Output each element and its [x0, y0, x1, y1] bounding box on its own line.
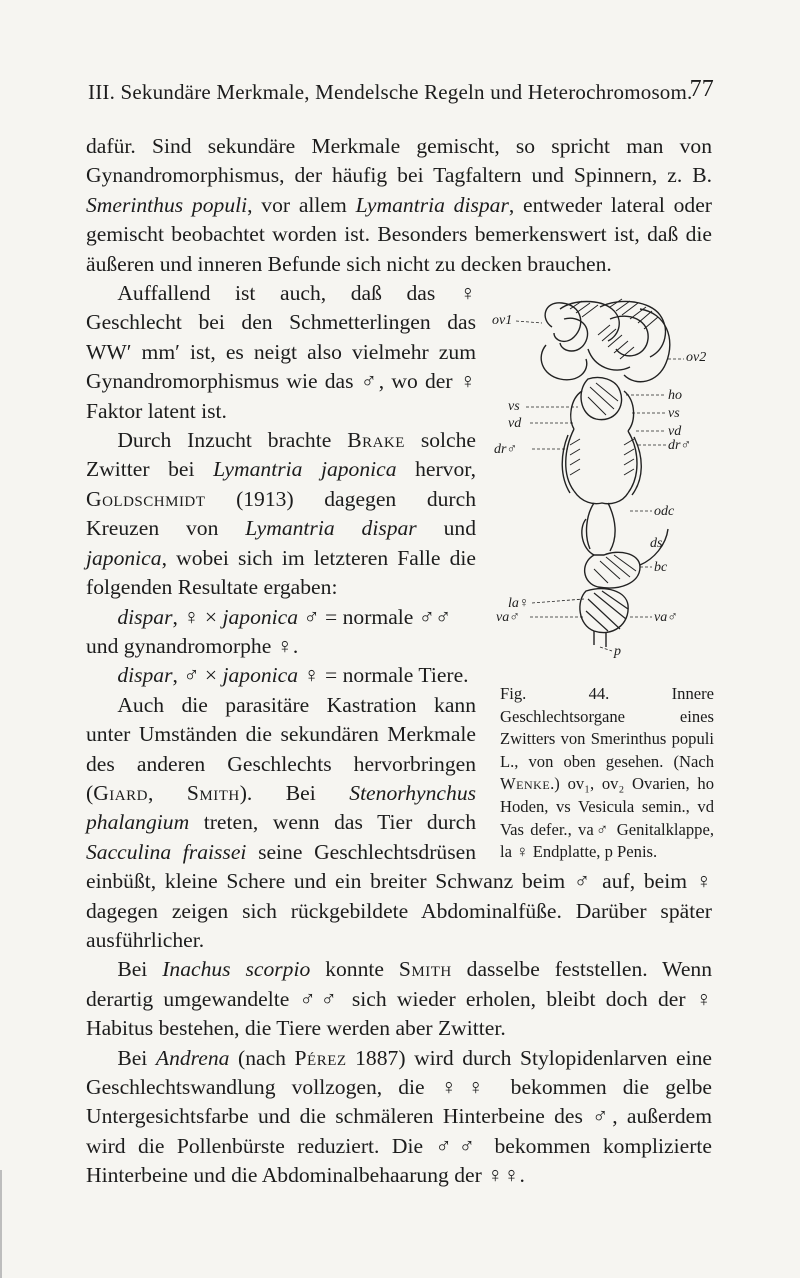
text-run: solche Zwitter bei [86, 428, 476, 482]
running-header [88, 76, 714, 105]
text-run: treten, wenn das Tier durch [189, 810, 476, 835]
text-run: , vor allem [247, 192, 356, 217]
author-name: Goldschmidt [86, 486, 206, 511]
hatching [570, 439, 634, 475]
terminal-plate [580, 589, 628, 633]
text-run: , entweder lateral oder gemischt beobachtet worden ist. Besonders bemerkenswert ist, daß die äußeren und inneren Befunde sich nicht zu decken brauchen. [86, 192, 712, 276]
caption-author: Wenke [500, 774, 551, 794]
label-dr-left: dr♂ [494, 442, 517, 458]
figure-44 [490, 279, 718, 862]
text-run: ♂ = normale ♂♂ [298, 604, 452, 629]
text-run: Auch die parasitäre Kastration kann unter Umständen die sekundären Merkmale des anderen Geschlechts hervorbringen ( [86, 692, 476, 805]
text-run: (1913) dagegen durch Kreuzen von [86, 486, 476, 541]
text-run: Bei [117, 1045, 156, 1070]
caption-text: .) ov₁, ov₂ Ovarien, ho Hoden, vs Vesicula semin., vd Vas defer., va♂ Genitalklappe, la ♀ Endplatte, p Penis. [500, 774, 714, 862]
text-run: (nach [229, 1045, 295, 1070]
text-run: 1887) wird durch Stylopidenlarven eine Geschlechtswandlung vollzogen, die ♀♀ bekommen die gelbe Untergesichtsfarbe und die schmäleren Hinterbeine des ♂, außerdem wird die Pollenbürste reduziert. Die ♂♂ bekommen komplizierte Hinterbeine und die Abdominalbehaarung der ♀♀. [86, 1045, 712, 1188]
text-run: hervor, [396, 457, 476, 482]
label-va-right: va♂ [654, 610, 678, 626]
label-vs-right: vs [668, 406, 680, 422]
author-name: Smith [398, 957, 452, 982]
hatching [588, 383, 618, 415]
text-run: Bei [117, 957, 163, 982]
ovary-left-coil [541, 345, 587, 380]
author-name: Brake [347, 428, 405, 453]
label-bc: bc [654, 560, 668, 576]
bursa [585, 552, 640, 588]
page-number: 77 [689, 76, 714, 102]
author-name: Giard [93, 780, 148, 805]
label-va-left: va♂ [496, 610, 520, 626]
species-name: dispar [117, 663, 173, 688]
leader-ov1 [516, 321, 542, 323]
vesicula-right [624, 391, 634, 431]
label-p: p [614, 644, 621, 660]
label-dr-right: dr♂ [668, 438, 691, 454]
paragraph-6 [86, 1044, 712, 1191]
paragraph-2: Auffallend ist auch, daß das ♀ Geschlecht bei den Schmetterlingen das WW′ mm′ ist, es neigt also vielmehr zum Gynandromorphismus wie das ♂, wo der ♀ Faktor latent ist. [86, 281, 476, 423]
leader-terminal [530, 599, 652, 651]
body-text [86, 132, 712, 1191]
text-run: konnte [310, 957, 399, 982]
scan-edge [0, 1170, 2, 1278]
leader-vs [526, 407, 666, 413]
reproductive-organs-drawing [490, 279, 718, 679]
label-odc: odc [654, 504, 675, 520]
ovary-right-coil [610, 316, 648, 356]
ovary-right-coil [588, 349, 630, 370]
text-run: seine Geschlechtsdrüsen einbüßt, kleine Schere und ein breiter Schwanz beim ♂ auf, beim ♀ dagegen zeigen sich rückgebildete Abdominalfüße. Darüber später ausführlicher. [86, 839, 712, 952]
species-name: Lymantria japonica [213, 457, 397, 482]
label-ov2: ov2 [686, 350, 707, 366]
text-run: ♀ = normale Tiere. [298, 663, 469, 688]
glands [562, 435, 641, 495]
species-name: japonica [86, 545, 162, 570]
ovary-left-coil [560, 318, 588, 351]
cross-formula-1-continued: und gynandromorphe ♀. [86, 633, 299, 658]
caption-text: Fig. 44. Innere Geschlechtsorgane eines Zwitters von Smerinthus populi L., von oben gesehen. (Nach [500, 684, 714, 771]
label-vd-left: vd [508, 416, 522, 432]
species-name: Sacculina fraissei [86, 839, 247, 864]
author-name: Pérez [294, 1045, 347, 1070]
species-name: Stenorhynchus phalangium [86, 780, 477, 835]
text-run: , [147, 780, 187, 805]
species-name: Smerinthus populi [86, 192, 248, 217]
hatching [598, 325, 634, 359]
figure-caption [500, 683, 714, 864]
text-run: ). Bei [239, 780, 350, 805]
leader-dr [532, 445, 666, 449]
penis [594, 631, 606, 647]
leader-vd [530, 423, 666, 431]
text-run: , ♂ × [172, 663, 223, 688]
ovary-left-coil [545, 303, 581, 342]
text-run: dafür. Sind sekundäre Merkmale gemischt, so spricht man von Gynandromorphismus, der häufig bei Tagfaltern und Spinnern, z. B. [86, 134, 712, 188]
species-name: dispar [117, 604, 173, 629]
species-name: Lymantria dispar [355, 192, 509, 217]
paragraph-5 [86, 955, 712, 1043]
species-name: japonica [222, 663, 299, 688]
text-run: und [416, 516, 476, 541]
label-ov1: ov1 [492, 313, 513, 329]
label-vs-left: vs [508, 399, 520, 415]
text-run: Durch Inzucht brachte [117, 428, 348, 453]
duct-loop [582, 519, 594, 555]
species-name: japonica [222, 604, 299, 629]
label-ho: ho [668, 388, 682, 404]
label-la: la♀ [508, 596, 530, 612]
text-run: dasselbe feststellen. Wenn derartig umgewandelte ♂♂ sich wieder erholen, bleibt doch der ♀ Habitus bestehen, die Tiere werden aber Zwitter. [86, 957, 713, 1041]
ductus-ejaculatorius [587, 503, 616, 551]
ovary-left-coil [560, 302, 619, 342]
duct-junction [574, 491, 628, 504]
text-run: , wobei sich im letzteren Falle die folgenden Resultate ergaben: [86, 545, 476, 600]
species-name: Inachus scorpio [162, 957, 311, 982]
label-vd-right: vd [668, 424, 682, 440]
running-title: III. Sekundäre Merkmale, Mendelsche Regeln und Heterochromosom. [88, 80, 693, 104]
label-ds: ds [650, 536, 663, 552]
species-name: Andrena [155, 1045, 230, 1070]
paragraph-1 [86, 132, 712, 279]
species-name: Lymantria dispar [245, 516, 417, 541]
author-name: Smith [186, 780, 240, 805]
text-run: , ♀ × [172, 604, 223, 629]
hatching [594, 555, 636, 583]
